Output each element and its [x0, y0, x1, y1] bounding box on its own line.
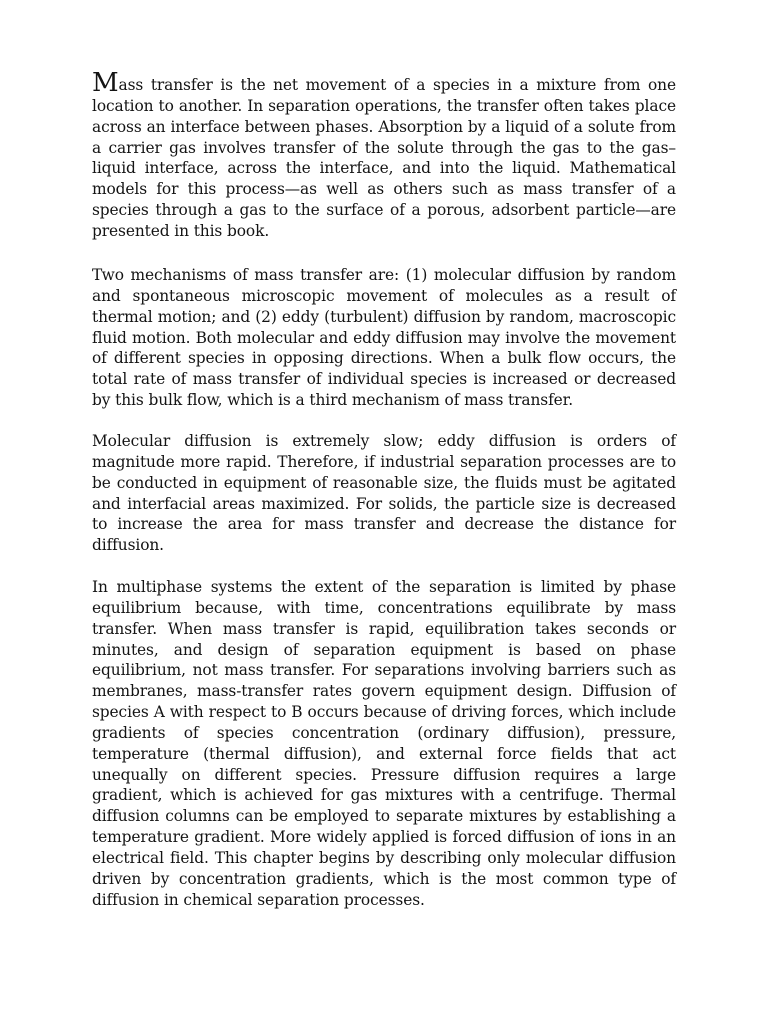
paragraph-diffusion-speed: Molecular diffusion is extremely slow; eddy diffusion is orders of magnitude more rapid. Therefore, if industrial separation processes are to be conducted in equipment of reasonable size, the fluids must be agitated and interfacial areas maximized. For solids, the particle size is decreased to increase the area for mass transfer and decrease the distance for diffusion. [92, 432, 676, 555]
drop-cap-letter: M [92, 68, 119, 98]
paragraph-1-text: ass transfer is the net movement of a species in a mixture from one location to another. In separation operations, the transfer often takes place across an interface between phases. Absorption by a liquid of a solute from a carrier gas involves transfer of the solute through the gas to the gas–liquid interface, across the interface, and into the liquid. Mathematical models for this process—as well as others such as mass transfer of a species through a gas to the surface of a porous, adsorbent particle—are presented in this book. [92, 76, 676, 240]
paragraph-mass-transfer-definition [92, 68, 676, 242]
paragraph-mechanisms: Two mechanisms of mass transfer are: (1) molecular diffusion by random and spontaneous microscopic movement of molecules as a result of thermal motion; and (2) eddy (turbulent) diffusion by random, macroscopic fluid motion. Both molecular and eddy diffusion may involve the movement of different species in opposing directions. When a bulk flow occurs, the total rate of mass transfer of individual species is increased or decreased by this bulk flow, which is a third mechanism of mass transfer. [92, 266, 676, 410]
paragraph-multiphase-systems: In multiphase systems the extent of the separation is limited by phase equilibrium because, with time, concentrations equilibrate by mass transfer. When mass transfer is rapid, equilibration takes seconds or minutes, and design of separation equipment is based on phase equilibrium, not mass transfer. For separations involving barriers such as membranes, mass-transfer rates govern equipment design. Diffusion of species A with respect to B occurs because of driving forces, which include gradients of species concentration (ordinary diffusion), pressure, temperature (thermal diffusion), and external force fields that act unequally on different species. Pressure diffusion requires a large gradient, which is achieved for gas mixtures with a centrifuge. Thermal diffusion columns can be employed to separate mixtures by establishing a temperature gradient. More widely applied is forced diffusion of ions in an electrical field. This chapter begins by describing only molecular diffusion driven by concentration gradients, which is the most common type of diffusion in chemical separation processes. [92, 578, 676, 909]
